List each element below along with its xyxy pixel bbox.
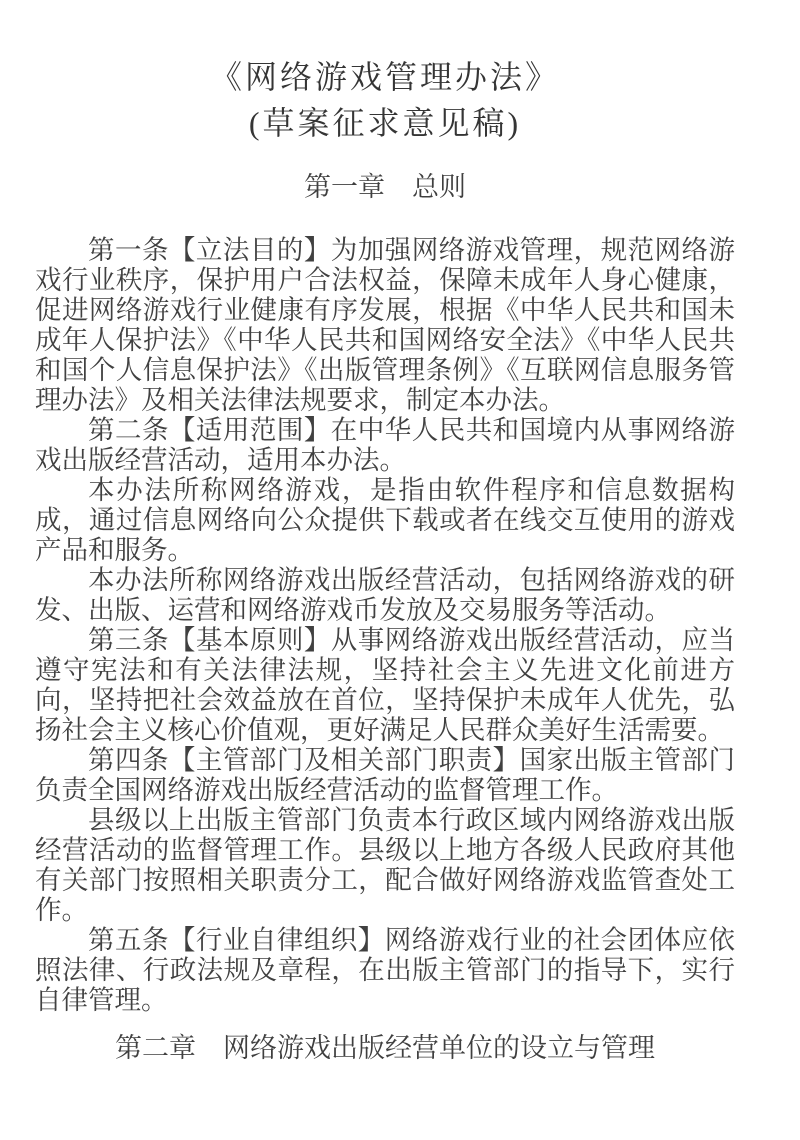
document-title-line-1: 《网络游戏管理办法》 — [209, 59, 560, 95]
chapter-1-body — [35, 235, 735, 1015]
article-2-scope-paragraph: 本办法所称网络游戏出版经营活动，包括网络游戏的研发、出版、运营和网络游戏币发放及交易服务等活动。 — [35, 565, 735, 625]
article-5-paragraph: 第五条【行业自律组织】网络游戏行业的社会团体应依照法律、行政法规及章程，在出版主管部门的指导下，实行自律管理。 — [35, 925, 735, 1015]
article-4-local-authority-paragraph: 县级以上出版主管部门负责本行政区域内网络游戏出版经营活动的监督管理工作。县级以上地方各级人民政府其他有关部门按照相关职责分工，配合做好网络游戏监管查处工作。 — [35, 805, 735, 925]
article-3-paragraph: 第三条【基本原则】从事网络游戏出版经营活动，应当遵守宪法和有关法律法规，坚持社会主义先进文化前进方向，坚持把社会效益放在首位，坚持保护未成年人优先，弘扬社会主义核心价值观，更好满足人民群众美好生活需要。 — [35, 625, 735, 745]
article-2-paragraph: 第二条【适用范围】在中华人民共和国境内从事网络游戏出版经营活动，适用本办法。 — [35, 415, 735, 475]
article-1-paragraph: 第一条【立法目的】为加强网络游戏管理，规范网络游戏行业秩序，保护用户合法权益，保障未成年人身心健康，促进网络游戏行业健康有序发展，根据《中华人民共和国未成年人保护法》《中华人民共和国网络安全法》《中华人民共和国个人信息保护法》《出版管理条例》《互联网信息服务管理办法》及相关法律法规要求，制定本办法。 — [35, 235, 735, 415]
article-4-paragraph: 第四条【主管部门及相关部门职责】国家出版主管部门负责全国网络游戏出版经营活动的监督管理工作。 — [35, 745, 735, 805]
document-title — [35, 54, 735, 146]
document-title-line-2: (草案征求意见稿) — [248, 105, 522, 141]
article-2-definition-paragraph: 本办法所称网络游戏，是指由软件程序和信息数据构成，通过信息网络向公众提供下载或者在线交互使用的游戏产品和服务。 — [35, 475, 735, 565]
chapter-1-heading: 第一章 总则 — [304, 172, 466, 202]
chapter-2-heading: 第二章 网络游戏出版经营单位的设立与管理 — [115, 1033, 655, 1063]
